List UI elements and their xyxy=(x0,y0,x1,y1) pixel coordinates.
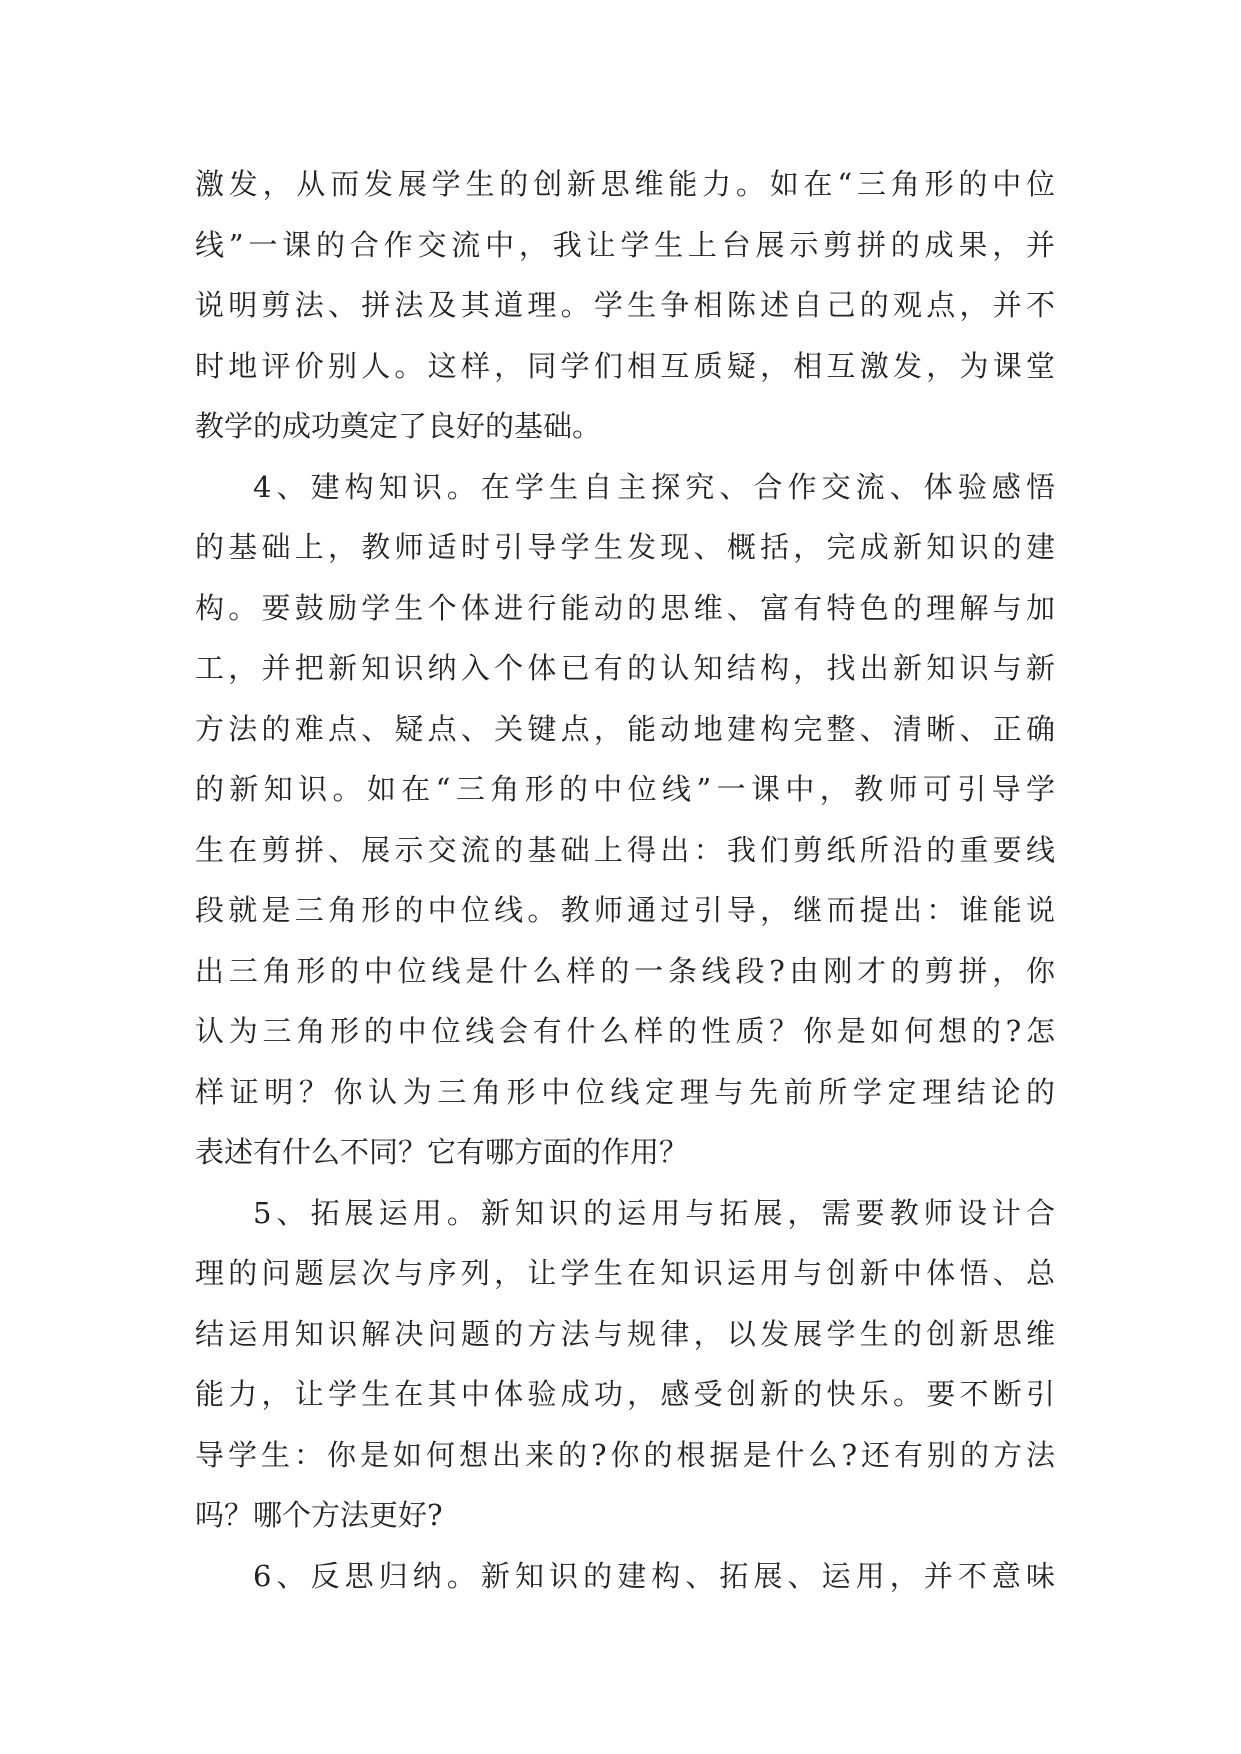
paragraph xyxy=(195,1546,1055,1607)
text-line: 导学生：你是如何想出来的?你的根据是什么?还有别的方法 xyxy=(195,1437,1055,1472)
text-line: 的基础上，教师适时引导学生发现、概括，完成新知识的建 xyxy=(195,530,1055,564)
text-line: 线”一课的合作交流中，我让学生上台展示剪拼的成果，并 xyxy=(195,227,1055,262)
text-line: 出三角形的中位线是什么样的一条线段?由刚才的剪拼，你 xyxy=(195,953,1055,988)
body-text xyxy=(195,154,1055,1606)
text-line: 4、建构知识。在学生自主探究、合作交流、体验感悟 xyxy=(253,469,1055,504)
text-line: 激发，从而发展学生的创新思维能力。如在“三角形的中位 xyxy=(195,167,1055,201)
text-line: 结运用知识解决问题的方法与规律，以发展学生的创新思维 xyxy=(195,1316,1055,1351)
text-line: 认为三角形的中位线会有什么样的性质？你是如何想的?怎 xyxy=(195,1014,1055,1048)
text-line: 教学的成功奠定了良好的基础。 xyxy=(195,409,602,443)
text-line: 5、拓展运用。新知识的运用与拓展，需要教师设计合 xyxy=(253,1195,1055,1230)
paragraph xyxy=(195,1183,1055,1546)
text-line: 表述有什么不同？它有哪方面的作用？ xyxy=(195,1135,689,1169)
text-line: 时地评价别人。这样，同学们相互质疑，相互激发，为课堂 xyxy=(195,348,1055,383)
text-line: 吗？哪个方法更好? xyxy=(195,1498,443,1532)
text-line: 说明剪法、拼法及其道理。学生争相陈述自己的观点，并不 xyxy=(195,288,1055,322)
paragraph xyxy=(195,154,1055,457)
text-line: 样证明？你认为三角形中位线定理与先前所学定理结论的 xyxy=(195,1074,1055,1109)
text-line: 构。要鼓励学生个体进行能动的思维、富有特色的理解与加 xyxy=(195,590,1055,625)
text-line: 能力，让学生在其中体验成功，感受创新的快乐。要不断引 xyxy=(195,1377,1055,1411)
text-line: 方法的难点、疑点、关键点，能动地建构完整、清晰、正确 xyxy=(195,711,1055,746)
text-line: 6、反思归纳。新知识的建构、拓展、运用，并不意味 xyxy=(253,1558,1055,1593)
text-line: 工，并把新知识纳入个体已有的认知结构，找出新知识与新 xyxy=(195,651,1055,685)
text-line: 段就是三角形的中位线。教师通过引导，继而提出：谁能说 xyxy=(195,893,1055,927)
text-line: 理的问题层次与序列，让学生在知识运用与创新中体悟、总 xyxy=(195,1256,1055,1290)
text-line: 生在剪拼、展示交流的基础上得出：我们剪纸所沿的重要线 xyxy=(195,832,1055,867)
text-line: 的新知识。如在“三角形的中位线”一课中，教师可引导学 xyxy=(195,772,1055,806)
paragraph xyxy=(195,457,1055,1183)
